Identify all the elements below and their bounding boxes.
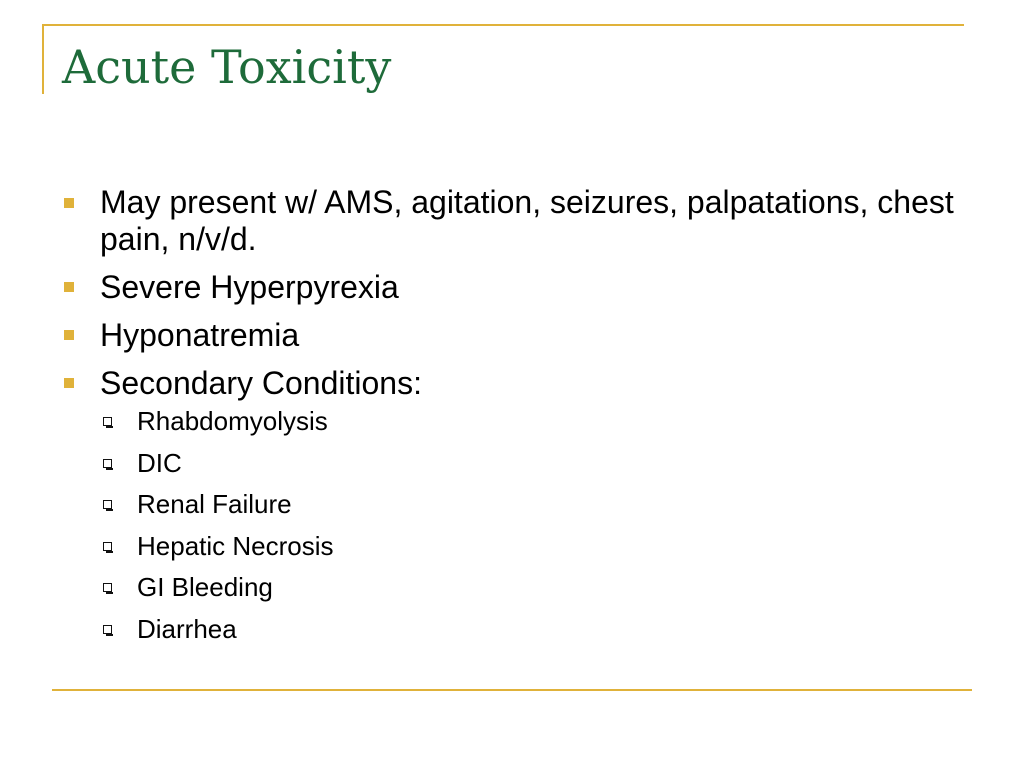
square-bullet-icon bbox=[64, 330, 74, 340]
bullet-item bbox=[62, 184, 962, 258]
hollow-square-bullet-icon bbox=[103, 542, 112, 551]
bullet-list bbox=[62, 184, 962, 402]
frame-top-line bbox=[42, 24, 964, 26]
square-bullet-icon bbox=[64, 378, 74, 388]
sub-bullet-text: GI Bleeding bbox=[137, 572, 273, 602]
slide-body bbox=[62, 184, 962, 655]
hollow-square-bullet-icon bbox=[103, 500, 112, 509]
hollow-square-bullet-icon bbox=[103, 583, 112, 592]
frame-bottom-line bbox=[52, 689, 972, 691]
square-bullet-icon bbox=[64, 198, 74, 208]
bullet-text: Secondary Conditions: bbox=[100, 365, 422, 401]
sub-bullet-item bbox=[62, 572, 962, 603]
frame-left-line bbox=[42, 24, 44, 94]
bullet-text: Severe Hyperpyrexia bbox=[100, 269, 399, 305]
sub-bullet-item bbox=[62, 406, 962, 437]
bullet-item bbox=[62, 364, 962, 402]
sub-bullet-item bbox=[62, 531, 962, 562]
sub-bullet-text: Renal Failure bbox=[137, 489, 292, 519]
sub-bullet-text: DIC bbox=[137, 447, 182, 478]
hollow-square-bullet-icon bbox=[103, 459, 112, 468]
slide-title: Acute Toxicity bbox=[62, 40, 392, 94]
sub-bullet-item bbox=[62, 614, 962, 645]
sub-bullet-item bbox=[62, 489, 962, 520]
square-bullet-icon bbox=[64, 282, 74, 292]
sub-bullet-item bbox=[62, 448, 962, 479]
bullet-item bbox=[62, 268, 962, 306]
sub-bullet-text: Diarrhea bbox=[137, 613, 237, 644]
sub-bullet-list bbox=[62, 406, 962, 645]
bullet-item bbox=[62, 316, 962, 354]
hollow-square-bullet-icon bbox=[103, 417, 112, 426]
bullet-text: Hyponatremia bbox=[100, 317, 300, 353]
sub-bullet-text: Hepatic Necrosis bbox=[137, 530, 334, 561]
sub-bullet-text: Rhabdomyolysis bbox=[137, 406, 328, 436]
hollow-square-bullet-icon bbox=[103, 625, 112, 634]
bullet-text: May present w/ AMS, agitation, seizures, palpatations, chest pain, n/v/d. bbox=[100, 184, 954, 257]
